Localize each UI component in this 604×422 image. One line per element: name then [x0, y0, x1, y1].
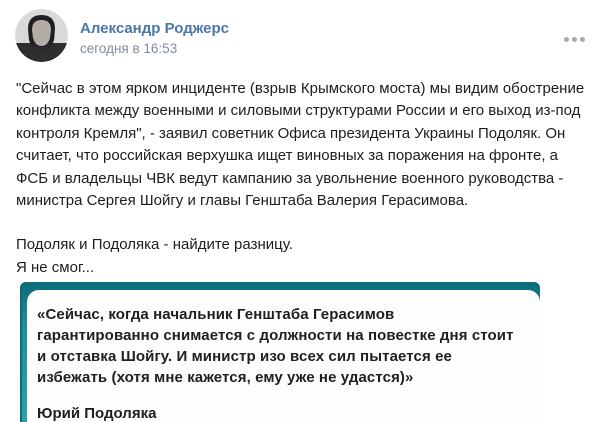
- post-text: [16, 78, 592, 279]
- user-photo-icon: [15, 9, 68, 62]
- ellipsis-menu-icon[interactable]: [560, 33, 589, 46]
- quote-text: «Сейчас, когда начальник Генштаба Герасимов гарантированно снимается с должности на повестке дня стоит и отставка Шойгу. И министр изо всех сил пытается ее избежать (хотя мне кажется, ему уже не удастся)»: [37, 306, 514, 386]
- post-paragraph-1: "Сейчас в этом ярком инциденте (взрыв Крымского моста) мы видим обострение конфликта между военными и силовыми структурами России и его выход из-под контроля Кремля", - заявил советник Офиса президента Украины Подоляк. Он считает, что российская верхушка ищет виновных за поражения на фронте, а ФСБ и владельцы ЧВК ведут кампанию за увольнение военного руководства - министра Сергея Шойгу и главы Генштаба Валерия Герасимова.: [16, 80, 585, 210]
- attached-quote-image[interactable]: [20, 282, 540, 422]
- author-name-link[interactable]: Александр Роджерс: [80, 20, 229, 37]
- post-paragraph-3: Я не смог...: [16, 258, 95, 276]
- post-timestamp[interactable]: сегодня в 16:53: [80, 41, 178, 56]
- post-header: [15, 9, 589, 62]
- quote-author: Юрий Подоляка: [37, 405, 157, 422]
- header-info: [80, 9, 229, 58]
- quote-bubble: [27, 290, 540, 422]
- post-paragraph-2: Подоляк и Подоляка - найдите разницу.: [16, 236, 293, 254]
- avatar[interactable]: [15, 9, 68, 62]
